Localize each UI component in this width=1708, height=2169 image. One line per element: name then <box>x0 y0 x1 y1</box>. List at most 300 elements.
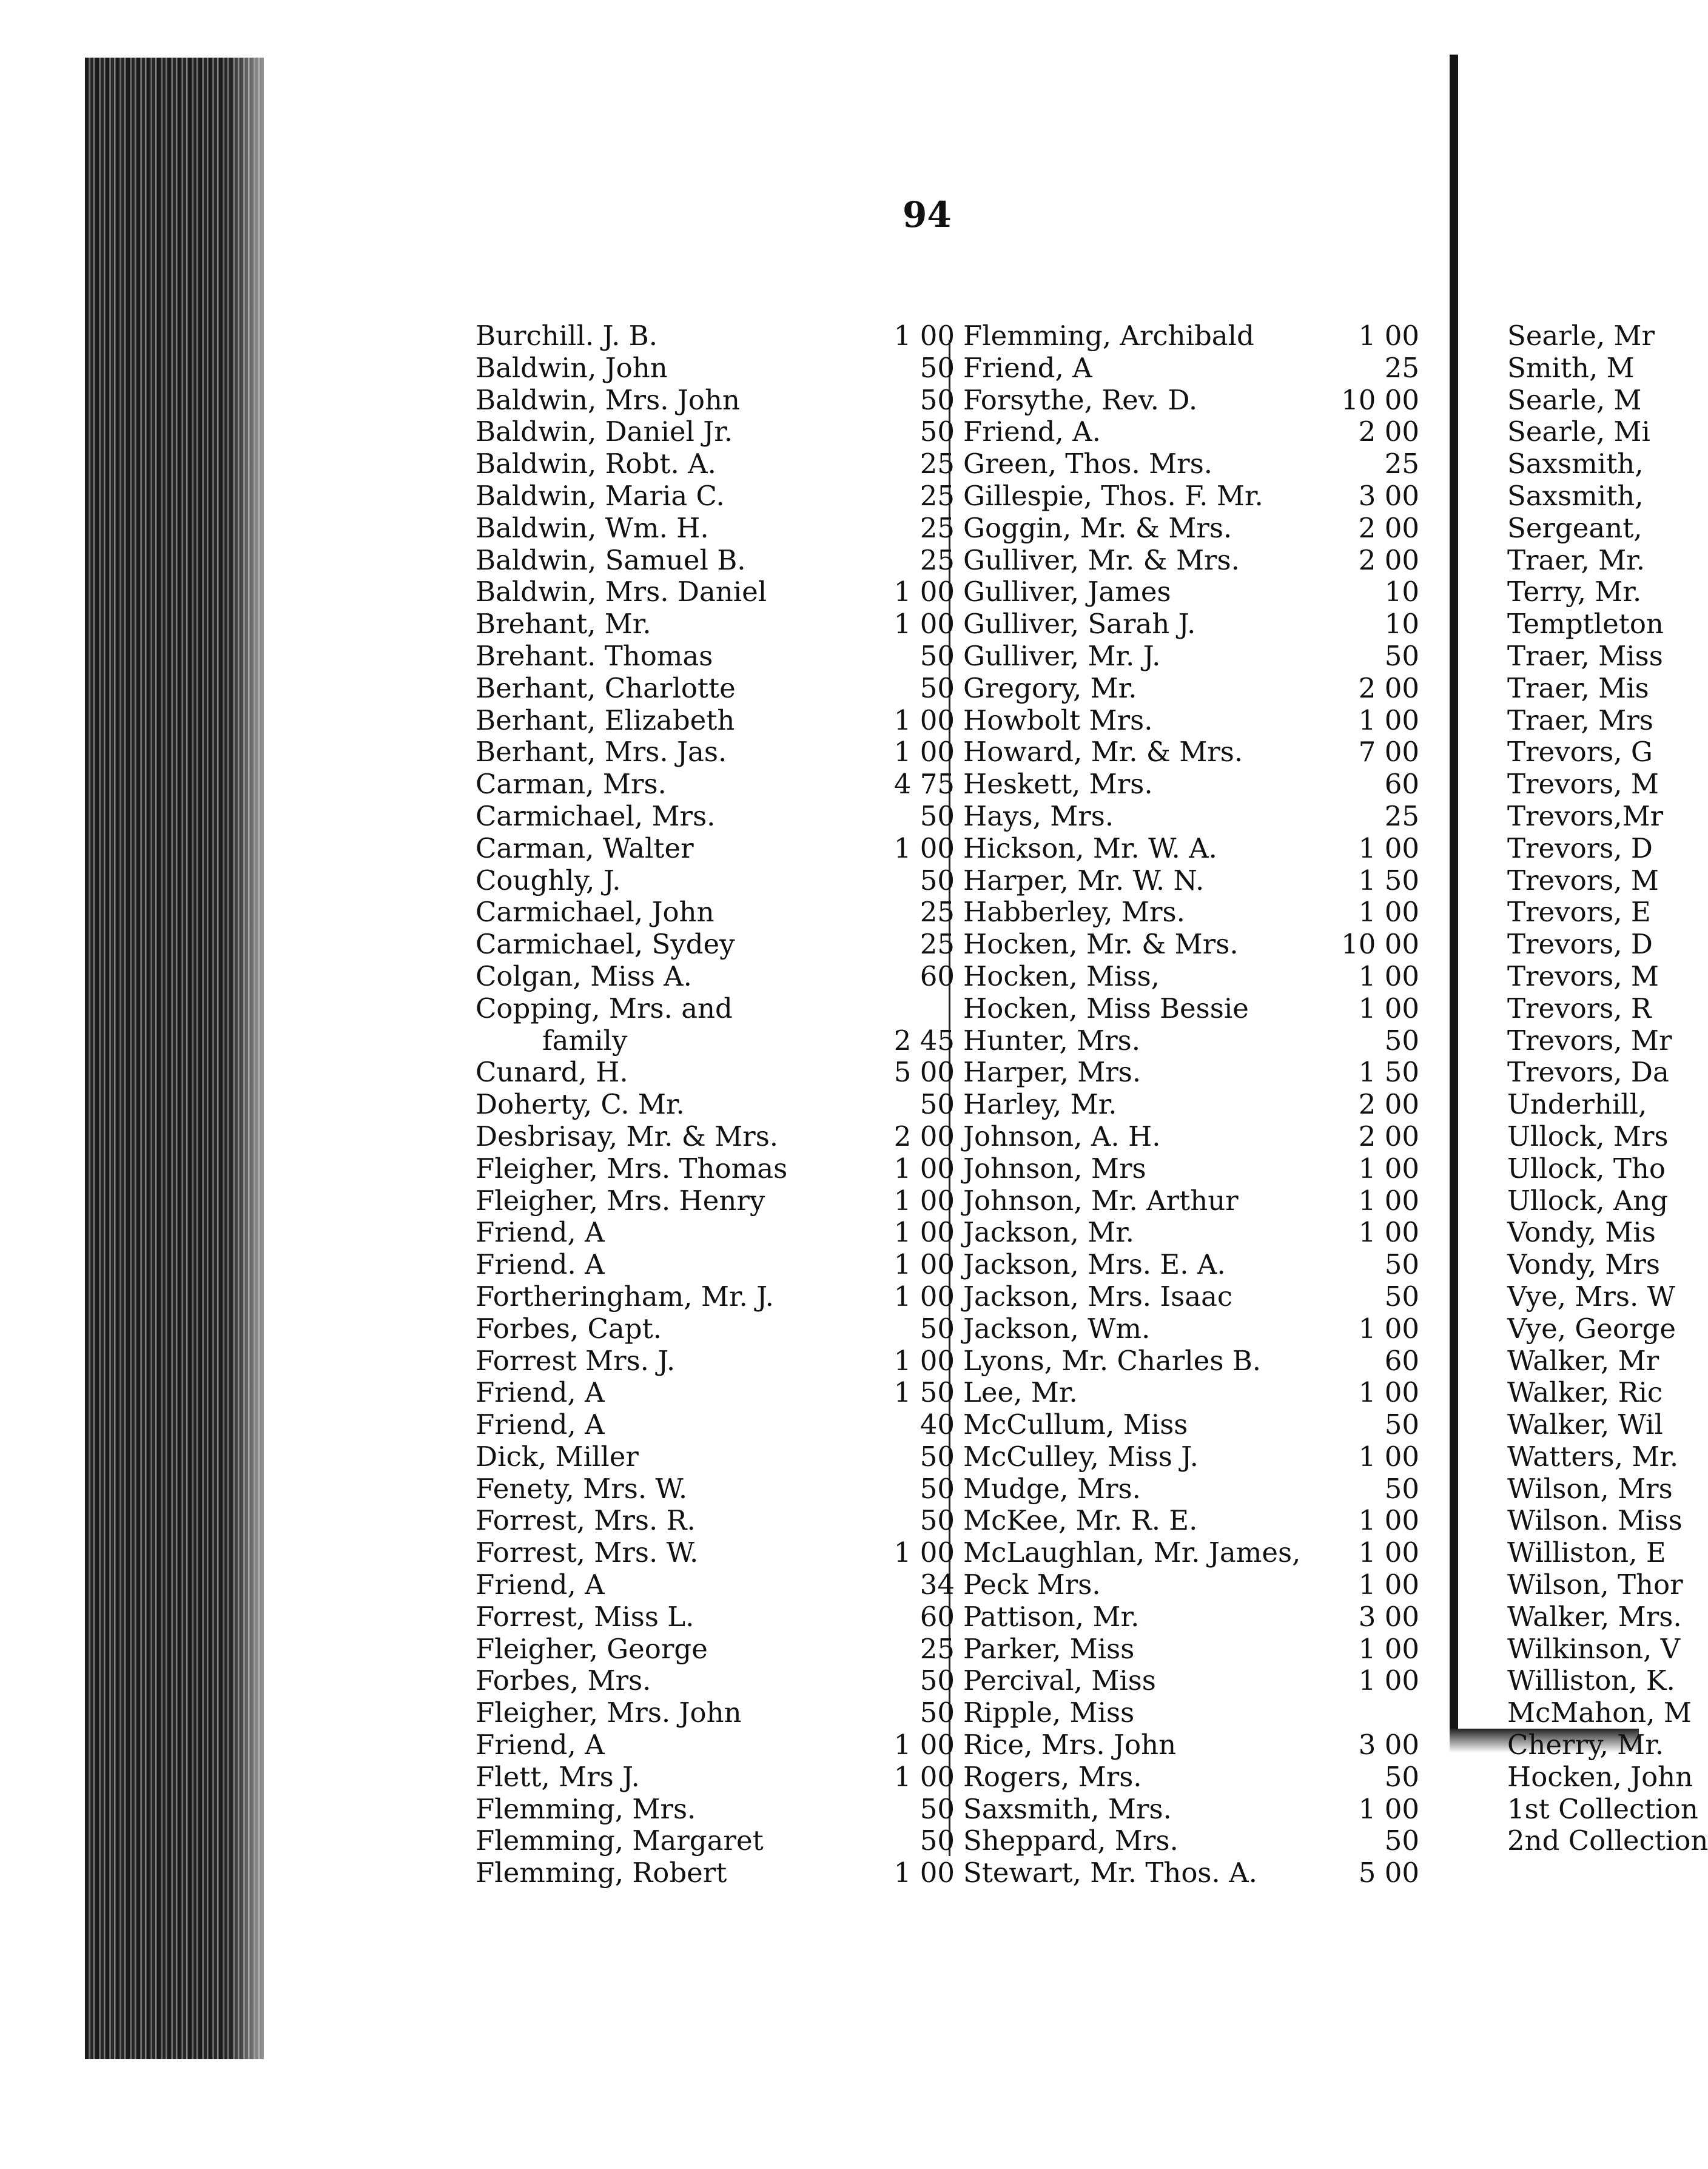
subscriber-name: Johnson, A. H. <box>963 1120 1161 1152</box>
subscriber-name: Hocken, John <box>1507 1760 1693 1793</box>
subscription-amount: 25 <box>920 543 955 576</box>
list-item <box>476 736 955 768</box>
list-item <box>1507 416 1665 448</box>
list-item <box>476 1089 955 1121</box>
subscription-amount: 1 00 <box>893 736 955 768</box>
list-item <box>476 641 955 673</box>
list-item <box>963 929 1419 961</box>
subscription-amount: 50 <box>920 415 955 448</box>
subscription-amount: 60 <box>1384 1344 1419 1377</box>
subscription-amount: 1 00 <box>893 704 955 736</box>
subscriber-name: Parker, Miss <box>963 1632 1135 1665</box>
subscriber-name: Copping, Mrs. and <box>476 992 733 1024</box>
list-item <box>1507 1472 1673 1505</box>
subscriber-name: Fleigher, George <box>476 1632 708 1665</box>
list-item <box>963 1345 1419 1377</box>
subscriber-name: Gulliver, Mr. J. <box>963 639 1161 672</box>
subscription-amount: 1 00 <box>893 1344 955 1377</box>
list-item <box>1507 673 1665 705</box>
subscriber-name: Johnson, Mr. Arthur <box>963 1184 1239 1217</box>
subscriber-name: Berhant, Mrs. Jas. <box>476 736 727 768</box>
subscriber-column-1 <box>476 320 955 1889</box>
subscriber-name: Traer, Mr. <box>1507 543 1646 576</box>
list-item <box>476 513 955 545</box>
subscriber-name: Percival, Miss <box>963 1664 1156 1697</box>
subscription-amount: 10 00 <box>1341 928 1419 961</box>
subscriber-name: Howard, Mr. & Mrs. <box>963 736 1243 768</box>
list-item <box>476 896 955 929</box>
subscription-amount: 1 00 <box>893 1152 955 1185</box>
subscription-amount: 1 00 <box>1358 896 1419 929</box>
subscriber-name: Forrest Mrs. J. <box>476 1344 676 1377</box>
list-item <box>963 1537 1419 1569</box>
subscriber-name: Trevors, M <box>1507 768 1659 801</box>
subscriber-name: Friend, A <box>476 1408 605 1441</box>
subscriber-name: Lyons, Mr. Charles B. <box>963 1344 1262 1377</box>
list-item <box>476 1345 955 1377</box>
page-number: 94 <box>903 194 952 235</box>
subscriber-name: Hays, Mrs. <box>963 799 1114 832</box>
list-item <box>476 1633 955 1666</box>
subscription-amount: 60 <box>920 960 955 992</box>
list-item <box>963 1729 1419 1761</box>
subscriber-name: Hocken, Miss Bessie <box>963 992 1249 1024</box>
list-item <box>963 1857 1419 1889</box>
list-item <box>963 1057 1419 1089</box>
subscriber-name: Trevors, D <box>1507 928 1653 961</box>
subscription-amount: 1 50 <box>1358 864 1419 896</box>
subscriber-name: 1st Collection <box>1507 1792 1698 1825</box>
subscriber-name: Sergeant, <box>1507 511 1642 544</box>
list-item <box>1507 1089 1665 1121</box>
list-item <box>963 320 1419 352</box>
list-item <box>1507 1217 1665 1249</box>
subscriber-name: Desbrisay, Mr. & Mrs. <box>476 1120 779 1152</box>
subscriber-name: Habberley, Mrs. <box>963 896 1185 929</box>
subscriber-name: Gulliver, Sarah J. <box>963 608 1196 641</box>
subscriber-name: Green, Thos. Mrs. <box>963 448 1213 480</box>
subscription-amount: 50 <box>920 639 955 672</box>
subscriber-name: Harper, Mrs. <box>963 1056 1141 1089</box>
list-item <box>963 1281 1419 1313</box>
list-item <box>963 736 1419 768</box>
subscriber-name: Carmichael, Sydey <box>476 928 735 961</box>
subscription-amount: 1 00 <box>893 1216 955 1249</box>
subscriber-name: Traer, Mis <box>1507 671 1649 704</box>
subscription-amount: 10 <box>1384 608 1419 641</box>
subscriber-name: Heskett, Mrs. <box>963 768 1153 801</box>
subscriber-name: Flemming, Margaret <box>476 1824 764 1857</box>
list-item <box>476 993 955 1025</box>
subscription-amount: 10 00 <box>1341 383 1419 416</box>
list-item <box>1507 1249 1665 1281</box>
subscriber-name: Hunter, Mrs. <box>963 1024 1141 1057</box>
subscription-amount: 1 00 <box>1358 1569 1419 1601</box>
list-item <box>476 1441 955 1473</box>
subscription-amount: 25 <box>920 448 955 480</box>
list-item <box>963 385 1419 417</box>
subscriber-name: Wilson, Mrs <box>1507 1472 1673 1505</box>
subscriber-name: Burchill. J. B. <box>476 320 658 352</box>
list-item <box>963 1313 1419 1345</box>
list-item <box>1507 1345 1665 1377</box>
list-item <box>476 1794 955 1826</box>
subscriber-name: Colgan, Miss A. <box>476 960 692 992</box>
subscriber-name: Forrest, Mrs. R. <box>476 1504 696 1537</box>
subscription-amount: 1 00 <box>1358 1184 1419 1217</box>
subscriber-name: Friend, A. <box>963 415 1101 448</box>
subscription-amount: 3 00 <box>1358 1729 1419 1761</box>
list-item <box>963 896 1419 929</box>
list-item <box>476 1409 955 1441</box>
list-item <box>476 865 955 897</box>
subscriber-name: Mudge, Mrs. <box>963 1472 1141 1505</box>
subscription-amount: 7 00 <box>1358 736 1419 768</box>
list-item <box>1507 1569 1683 1601</box>
subscriber-name: Underhill, <box>1507 1088 1647 1121</box>
subscriber-name: Flemming, Robert <box>476 1857 727 1889</box>
subscription-amount: 1 00 <box>1358 1632 1419 1665</box>
subscriber-name: Baldwin, Daniel Jr. <box>476 415 733 448</box>
subscription-amount: 1 00 <box>1358 1376 1419 1409</box>
subscriber-name: Baldwin, Wm. H. <box>476 511 709 544</box>
subscription-amount: 25 <box>920 896 955 929</box>
subscription-amount: 50 <box>1384 639 1419 672</box>
subscription-amount: 1 00 <box>1358 1216 1419 1249</box>
subscription-amount: 25 <box>920 928 955 961</box>
subscription-amount: 2 00 <box>1358 543 1419 576</box>
subscription-amount: 1 00 <box>1358 1312 1419 1345</box>
subscriber-name: Vye, George <box>1507 1312 1676 1345</box>
subscription-amount: 50 <box>920 799 955 832</box>
subscriber-name: Dick, Miller <box>476 1440 639 1473</box>
subscription-amount: 2 00 <box>1358 511 1419 544</box>
subscriber-name: Stewart, Mr. Thos. A. <box>963 1857 1257 1889</box>
subscription-amount: 1 00 <box>1358 1440 1419 1473</box>
list-item <box>963 1825 1419 1857</box>
list-item <box>1507 1664 1675 1697</box>
list-item <box>1507 993 1665 1025</box>
subscriber-name: Vye, Mrs. W <box>1507 1280 1675 1313</box>
subscriber-name: Brehant. Thomas <box>476 639 713 672</box>
subscriber-name: Carmichael, John <box>476 896 714 929</box>
list-item <box>476 1537 955 1569</box>
subscription-amount: 1 00 <box>893 1184 955 1217</box>
subscriber-name: Baldwin, John <box>476 351 668 384</box>
list-item <box>963 833 1419 865</box>
subscriber-name: Sheppard, Mrs. <box>963 1824 1178 1857</box>
subscriber-name: family <box>542 1024 628 1057</box>
subscriber-name: Flett, Mrs J. <box>476 1760 640 1793</box>
subscription-amount: 50 <box>1384 1024 1419 1057</box>
list-item <box>476 1601 955 1633</box>
subscriber-name: Gillespie, Thos. F. Mr. <box>963 479 1263 512</box>
subscription-amount: 1 00 <box>893 1536 955 1569</box>
subscriber-name: 2nd Collection <box>1507 1824 1708 1857</box>
subscriber-name: Friend, A <box>963 351 1092 384</box>
list-item <box>476 576 955 608</box>
list-item <box>963 576 1419 608</box>
subscriber-name: Berhant, Elizabeth <box>476 704 735 736</box>
subscriber-name: Harley, Mr. <box>963 1088 1117 1121</box>
subscriber-name: Flemming, Mrs. <box>476 1792 696 1825</box>
subscriber-name: Searle, Mr <box>1507 320 1655 352</box>
subscription-amount: 1 00 <box>1358 992 1419 1024</box>
list-item <box>1507 801 1665 833</box>
list-item <box>1507 641 1665 673</box>
list-item <box>476 1313 955 1345</box>
list-item <box>1507 513 1665 545</box>
subscription-amount: 50 <box>920 1664 955 1697</box>
list-item <box>963 1025 1419 1057</box>
list-item <box>476 1249 955 1281</box>
subscriber-name: Trevors, Da <box>1507 1056 1669 1089</box>
subscription-amount: 50 <box>920 1472 955 1505</box>
list-item <box>476 480 955 513</box>
subscriber-name: Baldwin, Mrs. Daniel <box>476 576 767 608</box>
subscriber-name: Trevors, Mr <box>1507 1024 1672 1057</box>
list-item <box>1507 1600 1682 1633</box>
list-item <box>963 545 1419 577</box>
subscriber-name: Baldwin, Samuel B. <box>476 543 746 576</box>
subscription-amount: 25 <box>1384 799 1419 832</box>
list-item <box>476 1665 955 1697</box>
subscription-amount: 60 <box>920 1600 955 1633</box>
list-item <box>963 641 1419 673</box>
subscription-amount: 1 00 <box>893 320 955 352</box>
subscriber-name: Wilson, Thor <box>1507 1569 1683 1601</box>
list-item <box>1507 1537 1665 1569</box>
subscription-amount: 50 <box>920 1440 955 1473</box>
list-item <box>1507 736 1665 768</box>
subscriber-name: Cherry, Mr. <box>1507 1729 1664 1761</box>
subscription-amount: 3 00 <box>1358 479 1419 512</box>
subscription-amount: 1 00 <box>893 1760 955 1793</box>
subscriber-name: Hocken, Mr. & Mrs. <box>963 928 1239 961</box>
subscription-amount: 25 <box>920 1632 955 1665</box>
subscription-amount: 1 00 <box>1358 1792 1419 1825</box>
subscriber-name: McMahon, M <box>1507 1697 1692 1729</box>
list-item <box>1507 865 1665 897</box>
subscriber-name: Searle, M <box>1507 383 1642 416</box>
subscription-amount: 50 <box>920 1088 955 1121</box>
subscriber-name: Fortheringham, Mr. J. <box>476 1280 774 1313</box>
list-item <box>1507 576 1665 608</box>
subscription-amount: 1 00 <box>1358 1152 1419 1185</box>
subscriber-column-3 <box>1507 320 1708 1857</box>
subscription-amount: 50 <box>1384 1248 1419 1281</box>
list-item <box>1507 1120 1669 1153</box>
subscription-amount: 10 <box>1384 576 1419 608</box>
list-item <box>476 1697 955 1729</box>
list-item <box>476 1505 955 1537</box>
subscriber-name: Lee, Mr. <box>963 1376 1078 1409</box>
subscription-amount: 1 00 <box>893 576 955 608</box>
subscription-amount: 5 00 <box>893 1056 955 1089</box>
subscriber-name: Friend, A <box>476 1216 605 1249</box>
list-item <box>963 1441 1419 1473</box>
list-item <box>476 1729 955 1761</box>
list-item <box>1507 1153 1665 1185</box>
list-item <box>476 1857 955 1889</box>
list-item <box>963 1761 1419 1794</box>
list-item <box>476 1825 955 1857</box>
subscriber-name: Forrest, Mrs. W. <box>476 1536 699 1569</box>
list-item <box>963 1633 1419 1666</box>
subscription-amount: 50 <box>920 864 955 896</box>
list-item <box>1507 352 1665 385</box>
subscriber-name: Temptleton <box>1507 608 1664 641</box>
subscriber-name: Cunard, H. <box>476 1056 628 1089</box>
list-item <box>476 1121 955 1153</box>
subscription-amount: 25 <box>920 511 955 544</box>
subscription-amount: 1 00 <box>1358 1504 1419 1537</box>
list-item <box>476 1217 955 1249</box>
list-item <box>1507 385 1665 417</box>
list-item <box>476 1761 955 1794</box>
book-page-edges <box>85 58 264 2059</box>
subscriber-name: Friend, A <box>476 1569 605 1601</box>
list-item <box>476 352 955 385</box>
subscription-amount: 50 <box>1384 1760 1419 1793</box>
subscription-amount: 34 <box>920 1569 955 1601</box>
subscriber-name: Walker, Mrs. <box>1507 1600 1682 1633</box>
subscription-amount: 2 45 <box>893 1024 955 1057</box>
subscriber-name: Flemming, Archibald <box>963 320 1254 352</box>
subscriber-name: Walker, Mr <box>1507 1344 1659 1377</box>
subscriber-name: Fleigher, Mrs. Thomas <box>476 1152 788 1185</box>
list-item <box>476 385 955 417</box>
subscriber-name: Trevors,Mr <box>1507 799 1664 832</box>
subscriber-name: Traer, Miss <box>1507 639 1663 672</box>
subscriber-name: Ullock, Tho <box>1507 1152 1666 1185</box>
list-item <box>476 1185 955 1217</box>
list-item <box>476 545 955 577</box>
subscriber-name: Carmichael, Mrs. <box>476 799 716 832</box>
subscription-amount: 50 <box>1384 1824 1419 1857</box>
list-item <box>1507 1760 1693 1794</box>
subscription-amount: 50 <box>920 1504 955 1537</box>
subscription-amount: 50 <box>920 1824 955 1857</box>
subscriber-name: Jackson, Wm. <box>963 1312 1151 1345</box>
subscriber-name: Saxsmith, <box>1507 479 1644 512</box>
subscription-amount: 1 50 <box>1358 1056 1419 1089</box>
list-item <box>476 608 955 641</box>
subscriber-name: Friend, A <box>476 1376 605 1409</box>
list-item <box>963 416 1419 448</box>
list-item <box>963 1569 1419 1601</box>
subscriber-name: Smith, M <box>1507 351 1635 384</box>
subscriber-name: Friend. A <box>476 1248 605 1281</box>
list-item <box>1507 961 1665 993</box>
subscriber-name: Berhant, Charlotte <box>476 671 736 704</box>
subscriber-name: Trevors, E <box>1507 896 1651 929</box>
list-item <box>1507 705 1665 737</box>
list-item <box>476 1569 955 1601</box>
list-item <box>963 448 1419 480</box>
list-item <box>1507 1024 1672 1057</box>
subscriber-name: Saxsmith, <box>1507 448 1644 480</box>
list-item <box>476 1377 955 1409</box>
subscription-amount: 2 00 <box>1358 1088 1419 1121</box>
subscriber-name: Rogers, Mrs. <box>963 1760 1142 1793</box>
subscriber-name: Walker, Ric <box>1507 1376 1663 1409</box>
list-item <box>963 608 1419 641</box>
subscriber-name: Brehant, Mr. <box>476 608 651 641</box>
list-item <box>1507 1409 1665 1441</box>
subscriber-name: Jackson, Mrs. E. A. <box>963 1248 1226 1281</box>
subscription-amount: 1 00 <box>1358 1664 1419 1697</box>
list-item <box>1507 1632 1681 1666</box>
list-item <box>1507 1729 1665 1761</box>
subscription-amount: 1 00 <box>893 1280 955 1313</box>
list-item <box>476 1281 955 1313</box>
list-item <box>963 1377 1419 1409</box>
list-item <box>1507 1312 1676 1345</box>
list-item <box>1507 1824 1708 1857</box>
subscription-amount: 1 00 <box>1358 320 1419 352</box>
list-item <box>1507 768 1665 801</box>
subscriber-name: Forrest, Miss L. <box>476 1600 694 1633</box>
list-item <box>1507 929 1665 961</box>
subscriber-name: McCullum, Miss <box>963 1408 1188 1441</box>
subscriber-name: Williston, E <box>1507 1536 1666 1569</box>
list-item <box>1507 833 1665 865</box>
list-item <box>476 1153 955 1185</box>
subscriber-name: Goggin, Mr. & Mrs. <box>963 511 1232 544</box>
subscriber-name: Wilson. Miss <box>1507 1504 1683 1537</box>
subscriber-name: Williston, K. <box>1507 1664 1675 1697</box>
subscription-amount: 1 00 <box>893 1729 955 1761</box>
list-item <box>963 1217 1419 1249</box>
subscriber-name: Jackson, Mr. <box>963 1216 1135 1249</box>
subscription-amount: 50 <box>920 1792 955 1825</box>
list-item <box>476 1025 955 1057</box>
list-item <box>476 768 955 801</box>
subscriber-name: McLaughlan, Mr. James, <box>963 1536 1301 1569</box>
subscription-amount: 25 <box>1384 351 1419 384</box>
subscriber-name: Baldwin, Maria C. <box>476 479 725 512</box>
list-item <box>963 801 1419 833</box>
subscriber-name: Gulliver, James <box>963 576 1171 608</box>
subscription-amount: 1 00 <box>893 1857 955 1889</box>
list-item <box>1507 448 1665 480</box>
subscription-amount: 2 00 <box>1358 1120 1419 1152</box>
list-item <box>476 320 955 352</box>
list-item <box>963 705 1419 737</box>
subscriber-name: Searle, Mi <box>1507 415 1650 448</box>
subscriber-name: Hickson, Mr. W. A. <box>963 832 1217 864</box>
list-item <box>1507 1280 1675 1313</box>
subscription-amount: 40 <box>920 1408 955 1441</box>
subscriber-name: Walker, Wil <box>1507 1408 1663 1441</box>
subscriber-name: Jackson, Mrs. Isaac <box>963 1280 1233 1313</box>
subscriber-name: Gregory, Mr. <box>963 671 1137 704</box>
subscriber-name: Fleigher, Mrs. John <box>476 1697 742 1729</box>
list-item <box>1507 320 1665 352</box>
list-item <box>963 1697 1419 1729</box>
list-item <box>963 961 1419 993</box>
subscriber-name: Traer, Mrs <box>1507 704 1653 736</box>
list-item <box>1507 1377 1665 1409</box>
subscriber-name: Fleigher, Mrs. Henry <box>476 1184 765 1217</box>
subscriber-name: Hocken, Miss, <box>963 960 1160 992</box>
subscriber-name: Trevors, D <box>1507 832 1653 864</box>
subscriber-name: Ripple, Miss <box>963 1697 1135 1729</box>
list-item <box>963 1473 1419 1505</box>
subscriber-name: Vondy, Mrs <box>1507 1248 1660 1281</box>
subscription-amount: 3 00 <box>1358 1600 1419 1633</box>
